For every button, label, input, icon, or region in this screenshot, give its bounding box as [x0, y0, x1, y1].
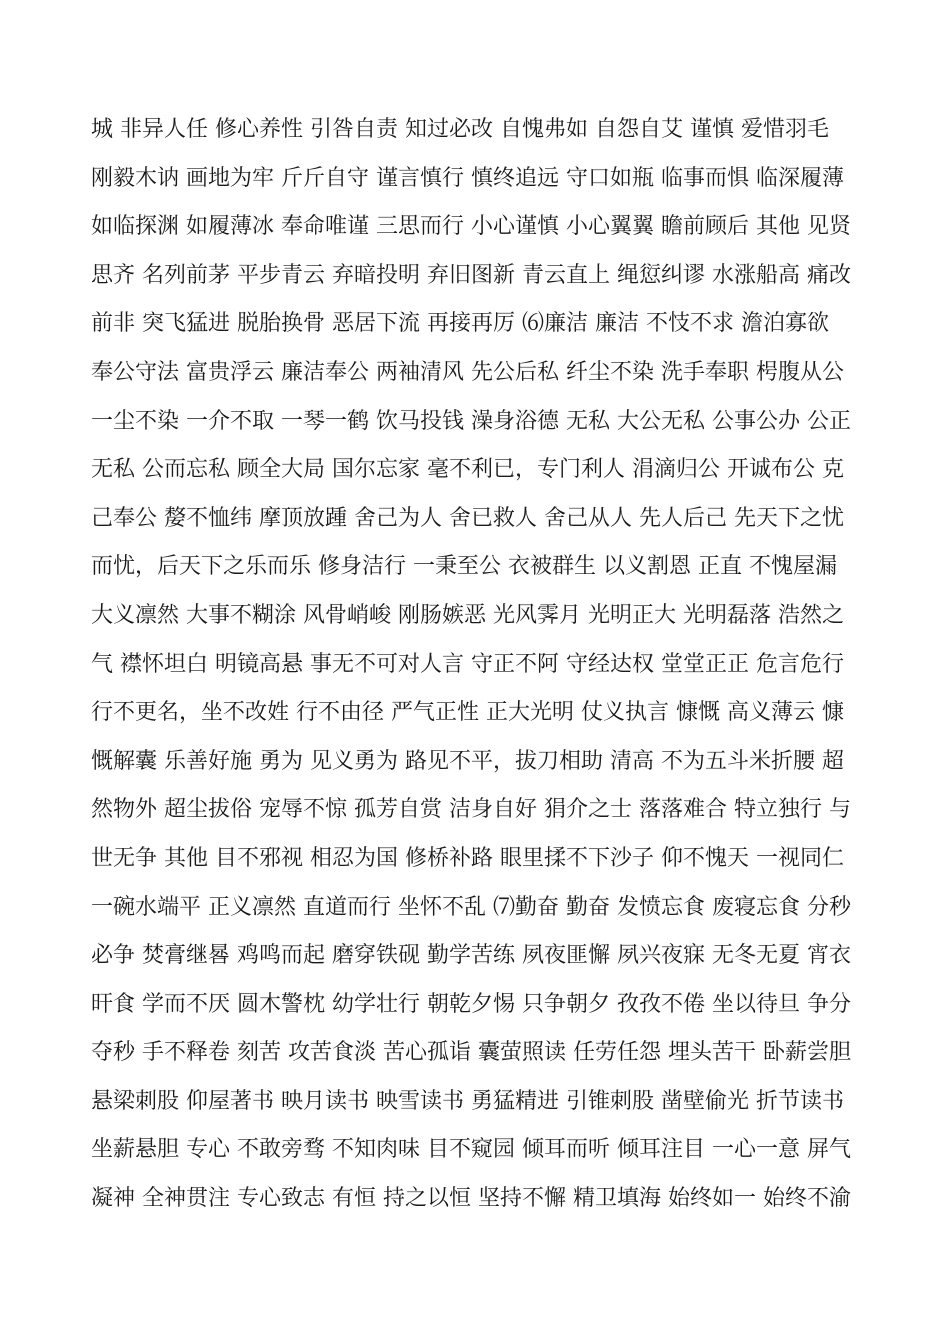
text-line: 一碗水端平 正义凛然 直道而行 坐怀不乱 ⑺勤奋 勤奋 发愤忘食 废寝忘食 分秒 — [91, 894, 851, 920]
idiom-list-body — [91, 106, 866, 1224]
text-line: 夺秒 手不释卷 刻苦 攻苦食淡 苦心孤诣 囊萤照读 任劳任怨 埋头苦干 卧薪尝胆 — [91, 1040, 851, 1066]
text-line: 行不更名，坐不改姓 行不由径 严气正性 正大光明 仗义执言 慷慨 高义薄云 慷 — [91, 700, 844, 726]
text-line: 世无争 其他 目不邪视 相忍为国 修桥补路 眼里揉不下沙子 仰不愧天 一视同仁 — [91, 845, 844, 871]
text-line: 慨解囊 乐善好施 勇为 见义勇为 路见不平，拔刀相助 清高 不为五斗米折腰 超 — [91, 748, 844, 774]
text-line: 凝神 全神贯注 专心致志 有恒 持之以恒 坚持不懈 精卫填海 始终如一 始终不渝 — [91, 1186, 851, 1212]
text-line: 如临探渊 如履薄冰 奉命唯谨 三思而行 小心谨慎 小心翼翼 瞻前顾后 其他 见贤 — [91, 214, 851, 240]
text-line: 旰食 学而不厌 圆木警枕 幼学壮行 朝乾夕惕 只争朝夕 孜孜不倦 坐以待旦 争分 — [91, 991, 851, 1017]
text-line: 思齐 名列前茅 平步青云 弃暗投明 弃旧图新 青云直上 绳愆纠谬 水涨船高 痛改 — [91, 262, 851, 288]
text-line: 然物外 超尘拔俗 宠辱不惊 孤芳自赏 洁身自好 狷介之士 落落难合 特立独行 与 — [91, 797, 851, 823]
text-line: 大义凛然 大事不糊涂 风骨峭峻 刚肠嫉恶 光风霁月 光明正大 光明磊落 浩然之 — [91, 602, 844, 628]
text-line: 奉公守法 富贵浮云 廉洁奉公 两袖清风 先公后私 纤尘不染 洗手奉职 枵腹从公 — [91, 359, 844, 385]
text-line: 无私 公而忘私 顾全大局 国尔忘家 毫不利已，专门利人 涓滴归公 开诚布公 克 — [91, 457, 844, 483]
text-line: 气 襟怀坦白 明镜高悬 事无不可对人言 守正不阿 守经达权 堂堂正正 危言危行 — [91, 651, 844, 677]
text-line: 城 非异人任 修心养性 引咎自责 知过必改 自愧弗如 自怨自艾 谨慎 爱惜羽毛 — [91, 117, 829, 142]
text-line: 必争 焚膏继晷 鸡鸣而起 磨穿铁砚 勤学苦练 夙夜匪懈 夙兴夜寐 无冬无夏 宵衣 — [91, 943, 851, 969]
text-line: 己奉公 嫠不恤纬 摩顶放踵 舍己为人 舍已救人 舍己从人 先人后己 先天下之忧 — [91, 505, 844, 531]
text-line: 悬梁刺股 仰屋著书 映月读书 映雪读书 勇猛精进 引锥刺股 凿壁偷光 折节读书 — [91, 1088, 844, 1114]
text-line: 刚毅木讷 画地为牢 斤斤自守 谨言慎行 慎终追远 守口如瓶 临事而惧 临深履薄 — [91, 165, 844, 191]
text-line: 坐薪悬胆 专心 不敢旁骛 不知肉味 目不窥园 倾耳而听 倾耳注目 一心一意 屏气 — [91, 1137, 851, 1163]
text-line: 前非 突飞猛进 脱胎换骨 恶居下流 再接再厉 ⑹廉洁 廉洁 不忮不求 澹泊寡欲 — [91, 311, 829, 337]
text-line: 一尘不染 一介不取 一琴一鹤 饮马投钱 澡身浴德 无私 大公无私 公事公办 公正 — [91, 408, 851, 434]
text-line: 而忧，后天下之乐而乐 修身洁行 一秉至公 衣被群生 以义割恩 正直 不愧屋漏 — [91, 554, 837, 580]
